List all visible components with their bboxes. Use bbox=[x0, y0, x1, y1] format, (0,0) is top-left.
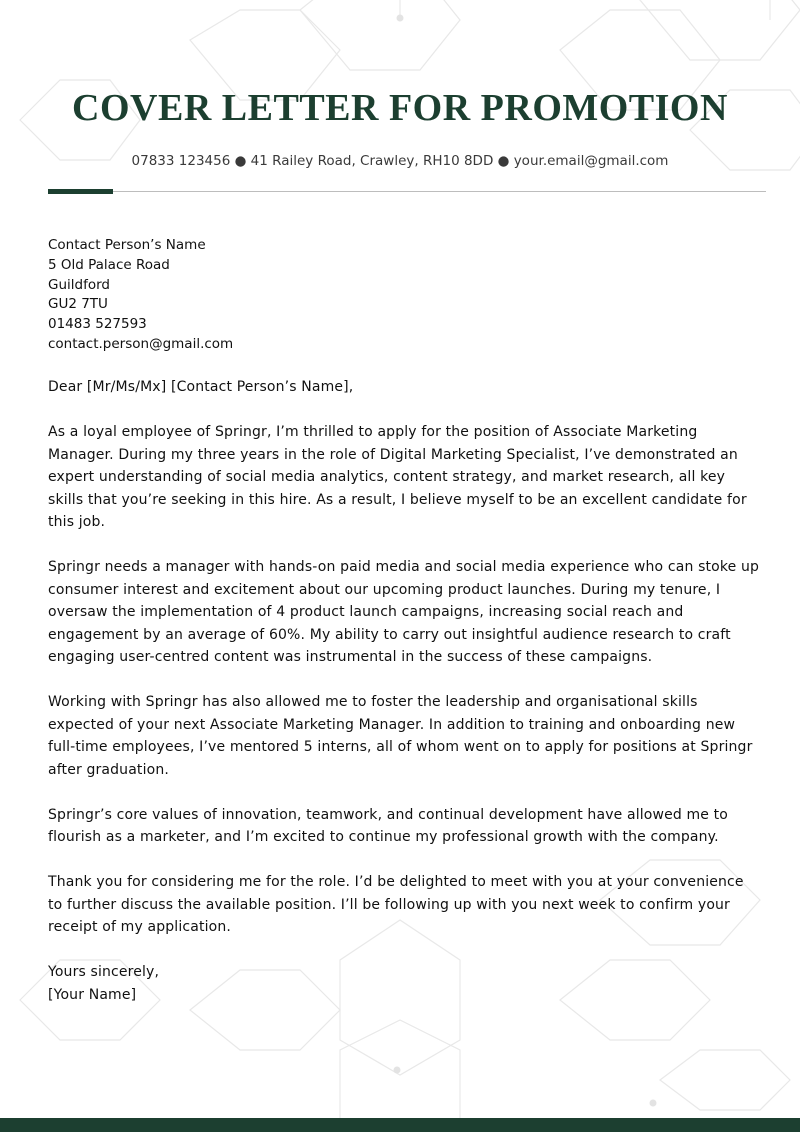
footer-bar bbox=[0, 1118, 800, 1132]
closing-phrase: Yours sincerely, bbox=[48, 964, 160, 980]
signature-name: [Your Name] bbox=[48, 986, 137, 1003]
paragraph-values: Springr’s core values of innovation, teamwork, and continual development have allowed me to flourish as a marketer, and I’m excited to continue my professional growth with the company. bbox=[48, 806, 729, 845]
recipient-phone: 01483 527593 bbox=[48, 316, 147, 333]
salutation: Dear [Mr/Ms/Mx] [Contact Person’s Name], bbox=[48, 379, 354, 395]
header-divider bbox=[48, 191, 766, 192]
recipient-email: contact.person@gmail.com bbox=[48, 335, 234, 352]
recipient-city: Guildford bbox=[48, 276, 110, 293]
paragraph-intro: As a loyal employee of Springr, I’m thrilled to apply for the position of Associate Marketing Manager. During my three years in the role of Digital Marketing Specialist, I’ve demonstrated an expert understanding of social media analytics, content strategy, and market research, all key skills that you’re seeking in this hire. As a result, I believe myself to be an excellent candidate for this job. bbox=[48, 424, 747, 530]
recipient-address-block bbox=[48, 236, 748, 355]
paragraph-closing: Thank you for considering me for the role. I’d be delighted to meet with you at your convenience to further discuss the available position. I’ll be following up with you next week to confirm your receipt of my application. bbox=[48, 874, 744, 935]
sender-contact-line: 07833 123456 ● 41 Railey Road, Crawley, RH10 8DD ● your.email@gmail.com bbox=[131, 153, 669, 169]
page-title: COVER LETTER FOR PROMOTION bbox=[72, 87, 728, 129]
sign-off bbox=[48, 961, 760, 1006]
recipient-street: 5 Old Palace Road bbox=[48, 256, 170, 273]
recipient-name: Contact Person’s Name bbox=[48, 237, 206, 253]
paragraph-experience: Springr needs a manager with hands-on paid media and social media experience who can stoke up consumer interest and excitement about our upcoming product launches. During my tenure, I oversaw the implementation of 4 product launch campaigns, increasing social reach and engagement by an average of 60%. My ability to carry out insightful audience research to craft engaging user-centred content was instrumental in the success of these campaigns. bbox=[48, 559, 760, 665]
paragraph-leadership: Working with Springr has also allowed me to foster the leadership and organisational skills expected of your next Associate Marketing Manager. In addition to training and onboarding new full-time employees, I’ve mentored 5 interns, all of whom went on to apply for positions at Springr after graduation. bbox=[48, 694, 753, 778]
letter-body bbox=[48, 376, 760, 1006]
header-divider-accent bbox=[48, 189, 113, 194]
recipient-postcode: GU2 7TU bbox=[48, 296, 108, 313]
